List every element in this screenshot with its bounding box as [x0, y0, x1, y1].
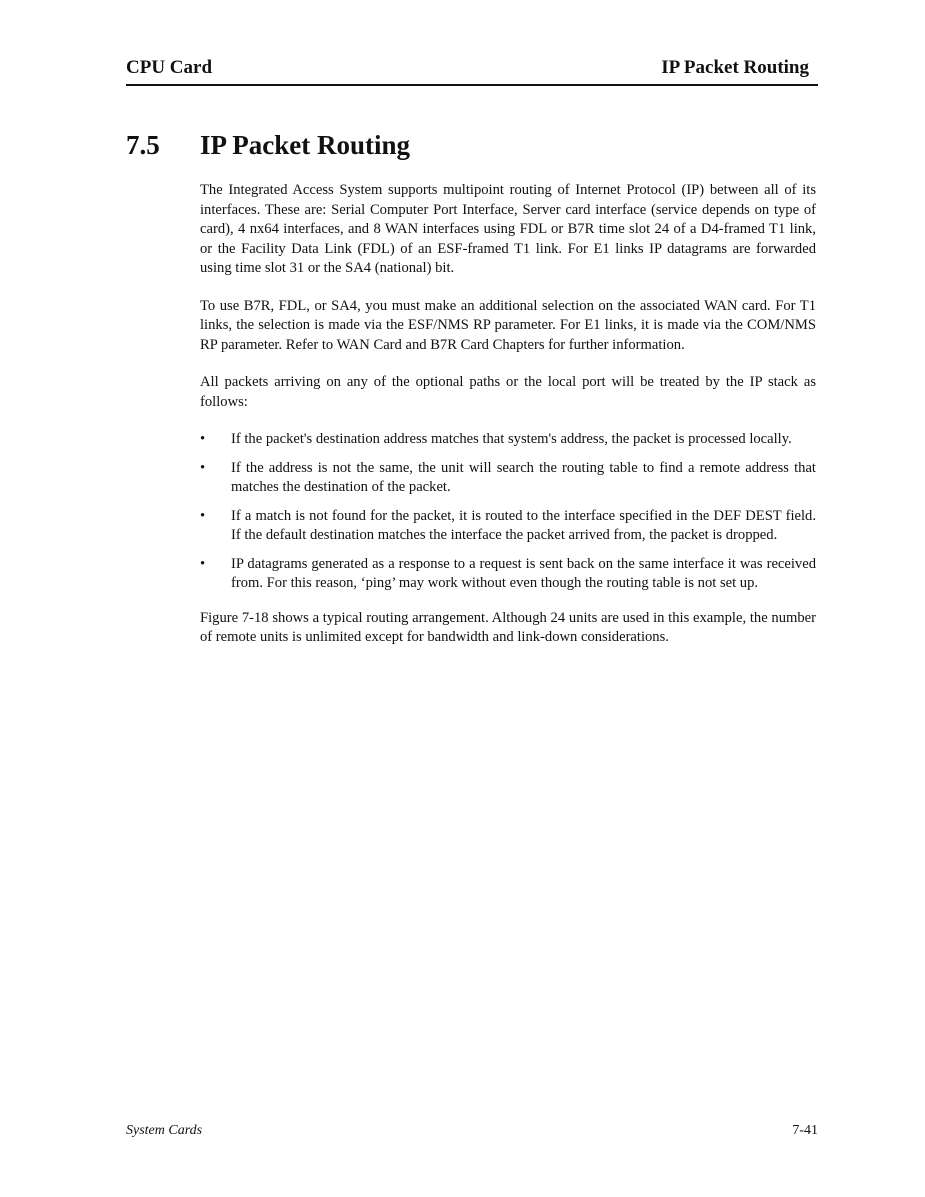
- header-section-title: IP Packet Routing: [661, 57, 809, 78]
- routing-rules-list: [200, 430, 816, 594]
- running-header: [126, 56, 818, 86]
- bullet-icon: •: [200, 555, 206, 572]
- bullet-icon: •: [200, 459, 206, 476]
- list-item: [200, 507, 816, 546]
- list-item: [200, 459, 816, 498]
- body-content: [200, 181, 816, 666]
- selection-paragraph: To use B7R, FDL, or SA4, you must make an additional selection on the associated WAN card. For T1 links, the selection is made via the ESF/NMS RP parameter. For E1 links, it is made via the COM/NMS RP parameter. Refer to WAN Card and B7R Card Chapters for further information.: [200, 297, 816, 353]
- section-heading: [126, 128, 826, 162]
- list-item: [200, 555, 816, 594]
- page-number: 7-41: [792, 1123, 818, 1138]
- intro-paragraph: The Integrated Access System supports multipoint routing of Internet Protocol (IP) between all of its interfaces. These are: Serial Computer Port Interface, Server card interface (service depends on type of card), 4 nx64 interfaces, and 8 WAN interfaces using FDL or B7R time slot 24 of a D4-framed T1 link, or the Facility Data Link (FDL) of an ESF-framed T1 link. For E1 links IP datagrams are forwarded using time slot 31 or the SA4 (national) bit.: [200, 182, 816, 276]
- running-footer: [126, 1122, 818, 1142]
- list-item-text: If the address is not the same, the unit will search the routing table to find a remote address that matches the destination of the packet.: [231, 459, 816, 495]
- bullet-icon: •: [200, 431, 206, 447]
- closing-paragraph: Figure 7-18 shows a typical routing arrangement. Although 24 units are used in this example, the number of remote units is unlimited except for bandwidth and link-down considerations.: [200, 609, 816, 645]
- list-item: [200, 430, 816, 450]
- footer-book-title: System Cards: [126, 1123, 203, 1138]
- packets-paragraph: All packets arriving on any of the optional paths or the local port will be treated by the IP stack as follows:: [200, 374, 816, 410]
- bullet-icon: •: [200, 507, 206, 524]
- section-number: 7.5: [126, 130, 160, 160]
- list-item-text: IP datagrams generated as a response to a request is sent back on the same interface it was received from. For this reason, ‘ping’ may work without even though the routing table is not set up.: [231, 555, 816, 591]
- list-item-text: If a match is not found for the packet, it is routed to the interface specified in the DEF DEST field. If the default destination matches the interface the packet arrived from, the packet is dropped.: [231, 507, 816, 543]
- list-item-text: If the packet's destination address matches that system's address, the packet is processed locally.: [231, 431, 792, 447]
- section-title: IP Packet Routing: [200, 130, 411, 160]
- header-chapter-title: CPU Card: [126, 57, 213, 78]
